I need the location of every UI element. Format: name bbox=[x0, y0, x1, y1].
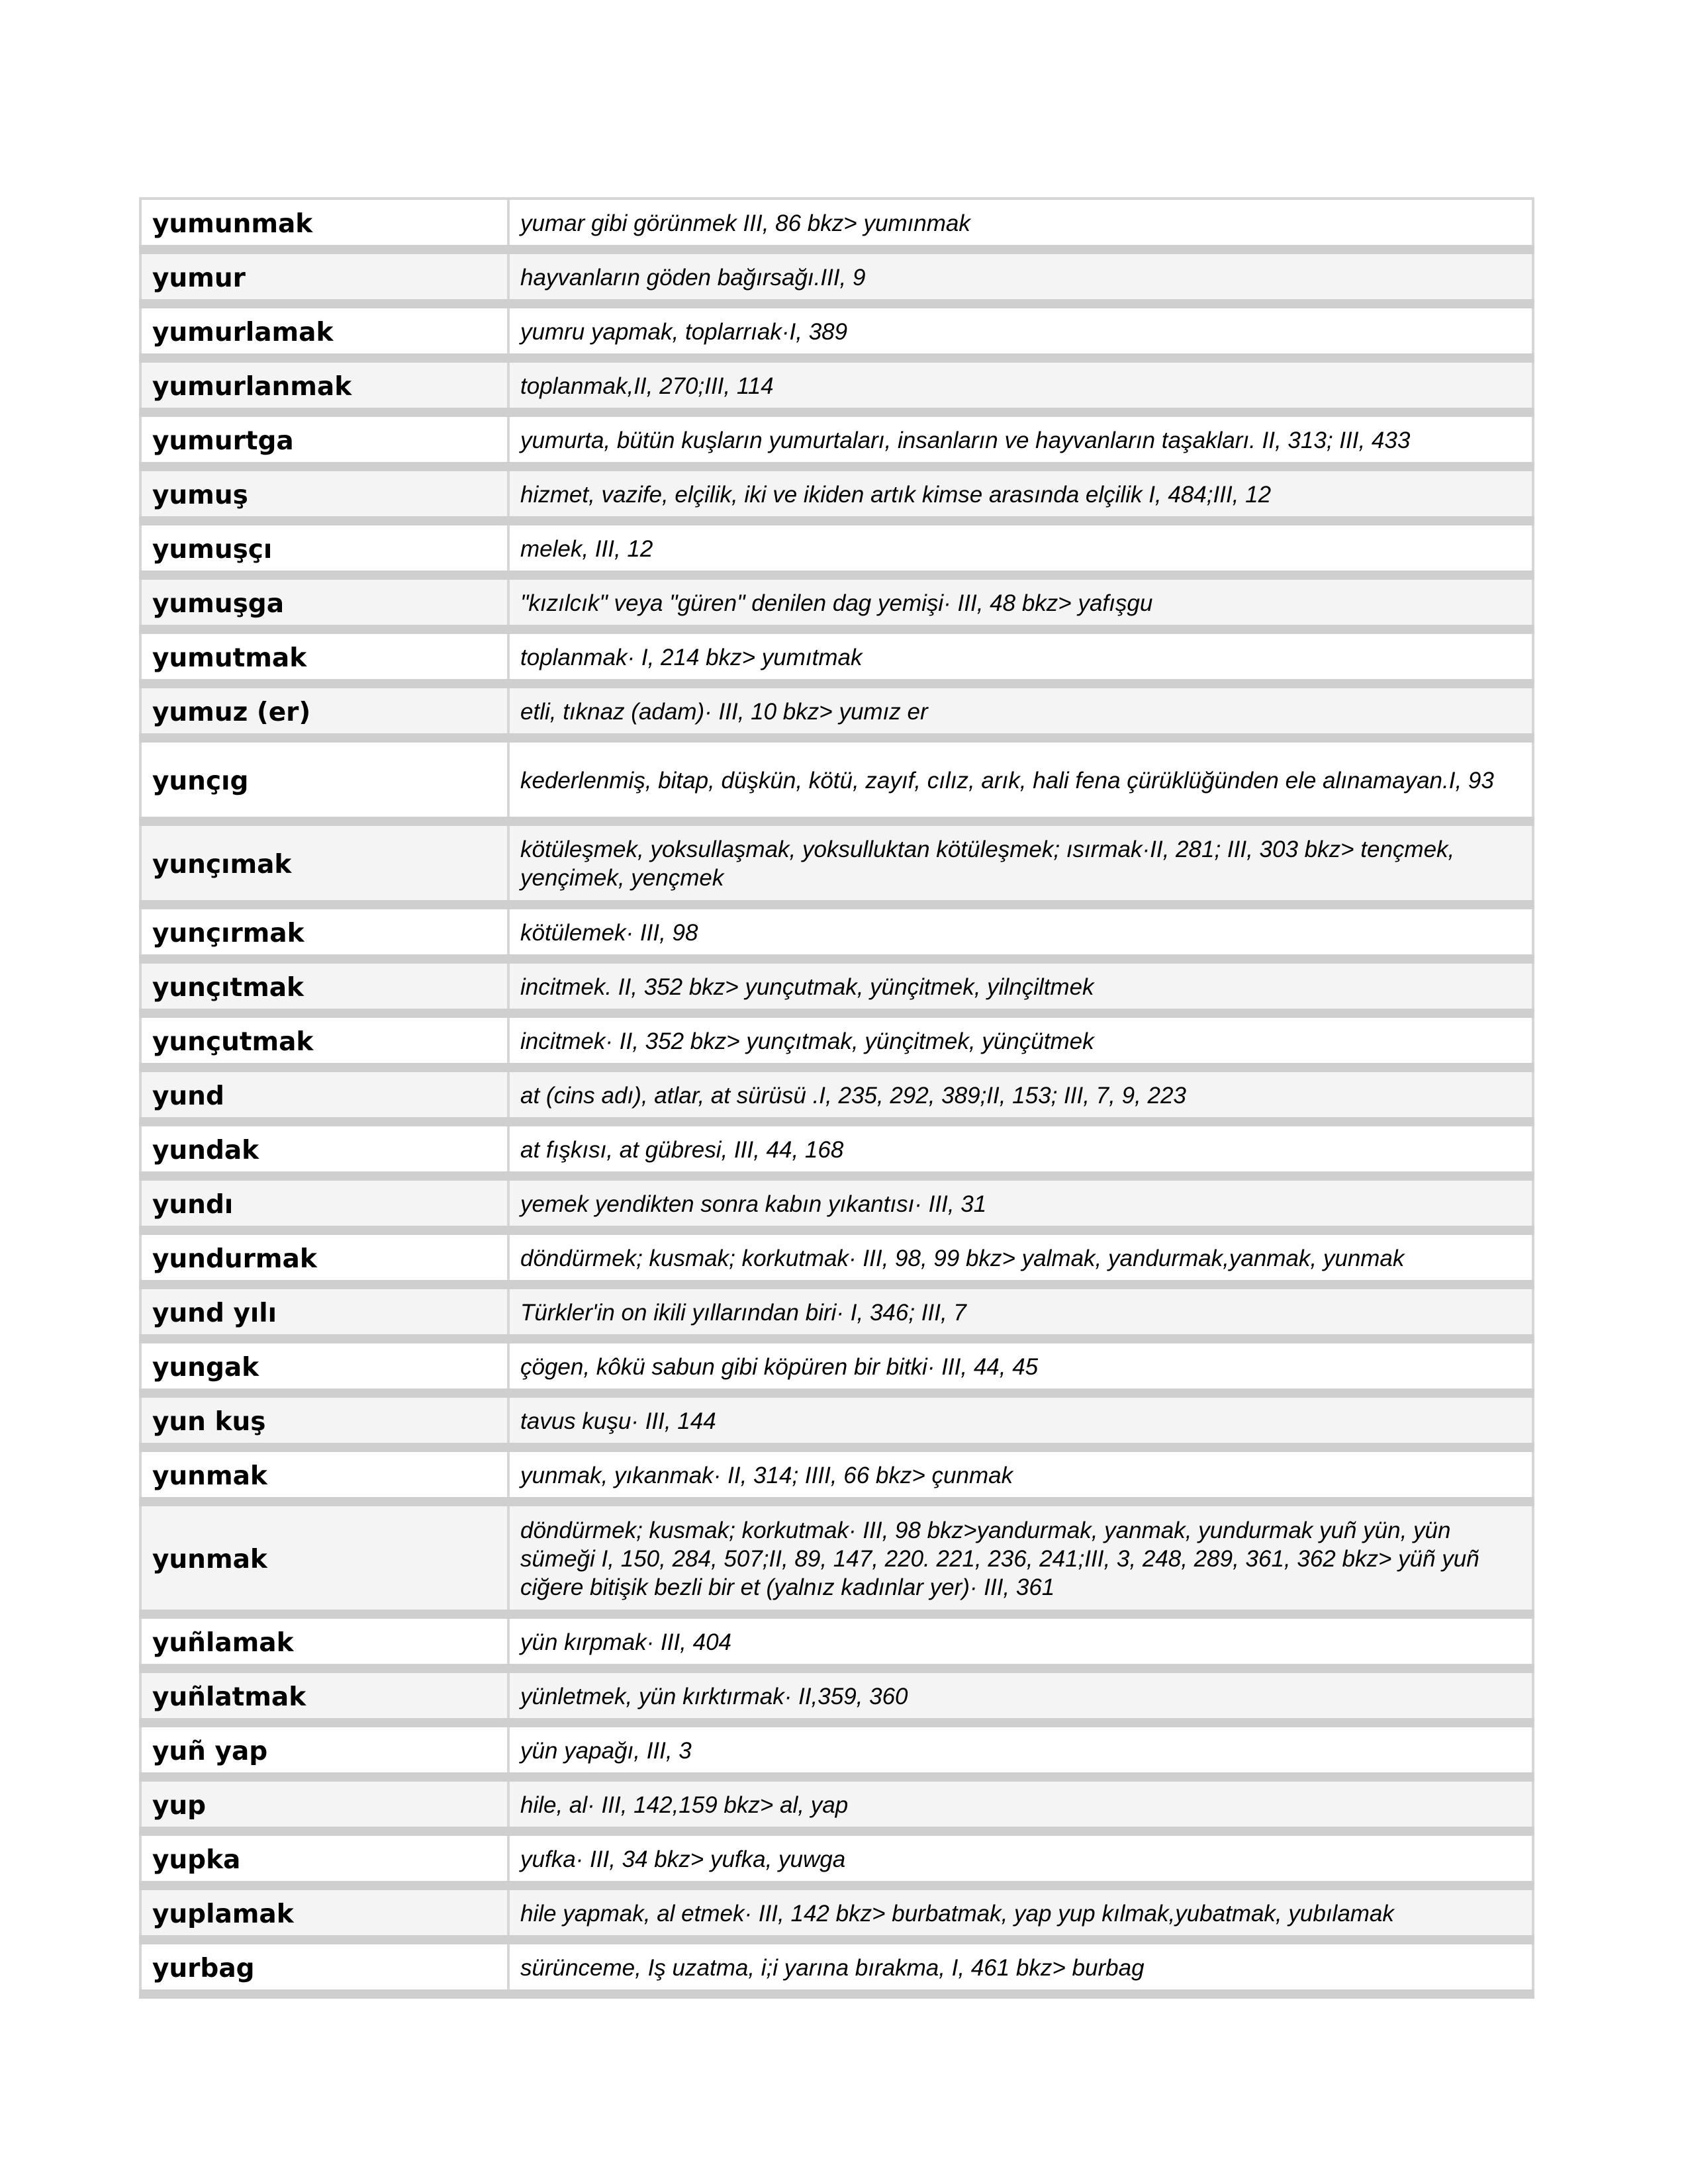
entry-definition: yünletmek, yün kırktırmak· II,359, 360 bbox=[508, 1668, 1533, 1723]
table-row bbox=[140, 1831, 1533, 1886]
entry-term: yuñlamak bbox=[140, 1614, 508, 1668]
entry-definition: kötülemek· III, 98 bbox=[508, 905, 1533, 959]
table-row bbox=[140, 1176, 1533, 1230]
table-row bbox=[140, 1447, 1533, 1502]
entry-definition: yumru yapmak, toplarrıak·I, 389 bbox=[508, 304, 1533, 358]
entry-definition: çögen, kôkü sabun gibi köpüren bir bitki· III, 44, 45 bbox=[508, 1339, 1533, 1393]
entry-term: yumunmak bbox=[140, 199, 508, 250]
entry-term: yumurtga bbox=[140, 412, 508, 467]
entry-term: yundı bbox=[140, 1176, 508, 1230]
dictionary-body bbox=[140, 199, 1533, 1994]
entry-definition: Türkler'in on ikili yıllarından biri· I, 346; III, 7 bbox=[508, 1285, 1533, 1339]
entry-term: yunçıtmak bbox=[140, 959, 508, 1013]
entry-definition: toplanmak,II, 270;III, 114 bbox=[508, 358, 1533, 412]
entry-term: yumuş bbox=[140, 467, 508, 521]
table-row bbox=[140, 1230, 1533, 1285]
entry-definition: etli, tıknaz (adam)· III, 10 bkz> yumız er bbox=[508, 684, 1533, 738]
entry-term: yupka bbox=[140, 1831, 508, 1886]
entry-definition: yufka· III, 34 bkz> yufka, yuwga bbox=[508, 1831, 1533, 1886]
table-row bbox=[140, 1339, 1533, 1393]
entry-term: yunçımak bbox=[140, 821, 508, 905]
entry-definition: yumurta, bütün kuşların yumurtaları, insanların ve hayvanların taşakları. II, 313; III, 433 bbox=[508, 412, 1533, 467]
table-row bbox=[140, 1723, 1533, 1777]
entry-term: yund yılı bbox=[140, 1285, 508, 1339]
entry-term: yumurlamak bbox=[140, 304, 508, 358]
entry-term: yunçırmak bbox=[140, 905, 508, 959]
entry-definition: sürünceme, Iş uzatma, i;i yarına bırakma, I, 461 bkz> burbag bbox=[508, 1940, 1533, 1994]
entry-definition: at fışkısı, at gübresi, III, 44, 168 bbox=[508, 1122, 1533, 1176]
entry-definition: hile yapmak, al etmek· III, 142 bkz> burbatmak, yap yup kılmak,yubatmak, yubılamak bbox=[508, 1886, 1533, 1940]
table-row bbox=[140, 1940, 1533, 1994]
table-row bbox=[140, 250, 1533, 304]
entry-definition: incitmek. II, 352 bkz> yunçutmak, yünçitmek, yilnçiltmek bbox=[508, 959, 1533, 1013]
entry-definition: yumar gibi görünmek III, 86 bkz> yumınmak bbox=[508, 199, 1533, 250]
entry-term: yurbag bbox=[140, 1940, 508, 1994]
table-row bbox=[140, 1013, 1533, 1068]
entry-definition: döndürmek; kusmak; korkutmak· III, 98, 99 bkz> yalmak, yandurmak,yanmak, yunmak bbox=[508, 1230, 1533, 1285]
entry-term: yundak bbox=[140, 1122, 508, 1176]
entry-term: yungak bbox=[140, 1339, 508, 1393]
entry-term: yuplamak bbox=[140, 1886, 508, 1940]
entry-definition: kederlenmiş, bitap, düşkün, kötü, zayıf, cılız, arık, hali fena çürüklüğünden ele alınamayan.I, 93 bbox=[508, 738, 1533, 821]
table-row bbox=[140, 684, 1533, 738]
entry-term: yumutmak bbox=[140, 629, 508, 684]
table-row bbox=[140, 1777, 1533, 1831]
entry-definition: toplanmak· I, 214 bkz> yumıtmak bbox=[508, 629, 1533, 684]
table-row bbox=[140, 1614, 1533, 1668]
entry-term: yumurlanmak bbox=[140, 358, 508, 412]
table-row bbox=[140, 304, 1533, 358]
entry-term: yunmak bbox=[140, 1502, 508, 1614]
entry-term: yuñ yap bbox=[140, 1723, 508, 1777]
table-row bbox=[140, 358, 1533, 412]
table-row bbox=[140, 629, 1533, 684]
entry-term: yundurmak bbox=[140, 1230, 508, 1285]
entry-definition: hizmet, vazife, elçilik, iki ve ikiden artık kimse arasında elçilik I, 484;III, 12 bbox=[508, 467, 1533, 521]
entry-term: yunçutmak bbox=[140, 1013, 508, 1068]
table-row bbox=[140, 1886, 1533, 1940]
entry-definition: döndürmek; kusmak; korkutmak· III, 98 bkz>yandurmak, yanmak, yundurmak yuñ yün, yün sümeği I, 150, 284, 507;II, 89, 147, 220. 221, 236, 241;III, 3, 248, 289, 361, 362 bkz> yüñ yuñ ciğere bitişik bezli bir et (yalnız kadınlar yer)· III, 361 bbox=[508, 1502, 1533, 1614]
entry-term: yumur bbox=[140, 250, 508, 304]
entry-definition: hayvanların göden bağırsağı.III, 9 bbox=[508, 250, 1533, 304]
entry-term: yunmak bbox=[140, 1447, 508, 1502]
table-row bbox=[140, 1122, 1533, 1176]
entry-definition: hile, al· III, 142,159 bkz> al, yap bbox=[508, 1777, 1533, 1831]
entry-term: yund bbox=[140, 1068, 508, 1122]
table-row bbox=[140, 199, 1533, 250]
entry-definition: yunmak, yıkanmak· II, 314; IIII, 66 bkz> çunmak bbox=[508, 1447, 1533, 1502]
table-row bbox=[140, 1668, 1533, 1723]
entry-definition: melek, III, 12 bbox=[508, 521, 1533, 575]
table-row bbox=[140, 1393, 1533, 1447]
table-row bbox=[140, 575, 1533, 629]
table-row bbox=[140, 1285, 1533, 1339]
table-row bbox=[140, 959, 1533, 1013]
entry-definition: yün kırpmak· III, 404 bbox=[508, 1614, 1533, 1668]
entry-definition: at (cins adı), atlar, at sürüsü .I, 235, 292, 389;II, 153; III, 7, 9, 223 bbox=[508, 1068, 1533, 1122]
table-row bbox=[140, 467, 1533, 521]
entry-term: yuñlatmak bbox=[140, 1668, 508, 1723]
entry-term: yun kuş bbox=[140, 1393, 508, 1447]
table-row bbox=[140, 738, 1533, 821]
entry-term: yumuşga bbox=[140, 575, 508, 629]
entry-definition: "kızılcık" veya "güren" denilen dag yemişi· III, 48 bkz> yafışgu bbox=[508, 575, 1533, 629]
table-row bbox=[140, 1502, 1533, 1614]
entry-definition: yemek yendikten sonra kabın yıkantısı· III, 31 bbox=[508, 1176, 1533, 1230]
entry-definition: yün yapağı, III, 3 bbox=[508, 1723, 1533, 1777]
table-row bbox=[140, 905, 1533, 959]
entry-definition: tavus kuşu· III, 144 bbox=[508, 1393, 1533, 1447]
table-row bbox=[140, 412, 1533, 467]
entry-term: yup bbox=[140, 1777, 508, 1831]
entry-term: yumuz (er) bbox=[140, 684, 508, 738]
entry-definition: kötüleşmek, yoksullaşmak, yoksulluktan kötüleşmek; ısırmak·II, 281; III, 303 bkz> tençmek, yençimek, yençmek bbox=[508, 821, 1533, 905]
entry-definition: incitmek· II, 352 bkz> yunçıtmak, yünçitmek, yünçütmek bbox=[508, 1013, 1533, 1068]
dictionary-table bbox=[139, 197, 1534, 1999]
table-row bbox=[140, 521, 1533, 575]
entry-term: yunçıg bbox=[140, 738, 508, 821]
entry-term: yumuşçı bbox=[140, 521, 508, 575]
table-row bbox=[140, 1068, 1533, 1122]
table-row bbox=[140, 821, 1533, 905]
